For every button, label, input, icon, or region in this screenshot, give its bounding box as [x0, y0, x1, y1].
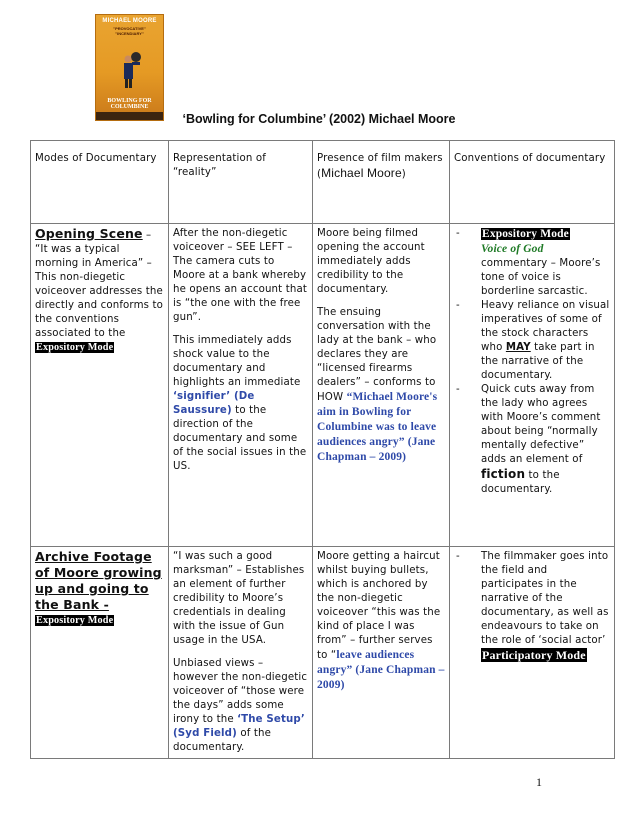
row2-conv-text: The filmmaker goes into the field and participates in the narrative of the documentary, as well as endeavours to take on the role of ‘social actor’	[481, 551, 609, 646]
poster-name: MICHAEL MOORE	[102, 18, 157, 24]
header-presence	[313, 141, 450, 224]
row2-conventions-cell	[450, 547, 615, 759]
row1-expository-badge: Expository Mode	[482, 228, 569, 240]
list-dash: -	[456, 228, 460, 239]
header-conventions-label: Conventions of documentary	[454, 153, 606, 164]
list-item	[454, 383, 610, 497]
header-modes	[31, 141, 169, 224]
poster-title: BOWLING FOR COLUMBINE	[107, 98, 152, 110]
header-modes-label: Modes of Documentary	[35, 153, 157, 164]
list-dash: -	[456, 384, 460, 395]
row2-conventions-list	[454, 550, 610, 664]
row1-presence-p2	[317, 306, 445, 465]
row1-representation-p2	[173, 334, 308, 474]
row2-chapman-quote: leave audiences angry” (Jane Chapman – 2009)	[317, 649, 445, 691]
document-title: ‘Bowling for Columbine’ (2002) Michael Moore	[182, 112, 456, 126]
row2-mode-cell	[31, 547, 169, 759]
row2-rep-p2-text: Unbiased views – however the non-diegetic voiceover of “those were the days” adds some irony to the	[173, 658, 308, 725]
row2-representation-p1: “I was such a good marksman” – Establishes an element of further credibility to Moore’s credentials in dealing with the issue of Gun usage in the USA.	[173, 551, 305, 646]
row1-signifier-ref: ‘signifier’ (De Saussure)	[173, 391, 255, 416]
table-row-opening-scene	[31, 224, 615, 547]
list-dash: -	[456, 300, 460, 311]
row2-mode-badge: Expository Mode	[36, 615, 114, 626]
row2-lead: Archive Footage of Moore growing up and going to the Bank -	[35, 549, 162, 612]
row1-representation-p1: After the non-diegetic voiceover – SEE LEFT – The camera cuts to Moore at a bank whereby he opens an account that is “the one with the free gun”.	[173, 228, 307, 323]
row1-presence-p1: Moore being filmed opening the account immediately adds credibility to the documentary.	[317, 228, 425, 295]
row1-presence-cell	[313, 224, 450, 547]
list-item	[454, 299, 610, 383]
row2-presence-text: Moore getting a haircut whilst buying bullets, which is anchored by the non-diegetic voiceover “this was the kind of place I was from” – further serves to “	[317, 551, 441, 661]
row1-conventions-list	[454, 227, 610, 497]
movie-poster	[95, 14, 164, 121]
row1-may-emphasis: MAY	[505, 342, 531, 353]
row1-rep-p2-text: This immediately adds shock value to the documentary and highlights an immediate	[173, 335, 301, 388]
poster-figure-icon	[118, 49, 142, 89]
row1-mode-badge: Expository Mode	[36, 342, 114, 353]
row1-conv-b3-text: Quick cuts away from the lady who agrees with Moore’s comment about being “normally mentally defective” adds an element of	[481, 384, 601, 465]
row2-rep-p2-end: of the documentary.	[173, 728, 272, 753]
table-header-row	[31, 141, 615, 224]
row1-chapman-quote: “Michael Moore's aim in Bowling for Columbine was to leave audiences angry” (Jane Chapman – 2009)	[317, 391, 438, 463]
poster-quote-2: "INCENDIARY"	[115, 31, 144, 36]
header-presence-close: )	[401, 169, 406, 180]
row2-presence-cell	[313, 547, 450, 759]
row2-participatory-badge: Participatory Mode	[482, 648, 586, 662]
row1-conv-b2-end: take part in the narrative of the documentary.	[481, 342, 595, 381]
row1-fiction-emphasis: fiction	[481, 467, 526, 481]
row1-conventions-cell	[450, 224, 615, 547]
row1-mode-text: – “It was a typical morning in America” – This non-diegetic voiceover addresses the directly and conforms to the conventions associated to the	[35, 230, 164, 339]
row1-lead: Opening Scene	[35, 226, 143, 241]
poster-quote-1: "PROVOCATIVE"	[113, 26, 146, 31]
analysis-table	[30, 140, 615, 759]
header-presence-label: Presence of film makers (	[317, 153, 443, 180]
table-row-archive-footage	[31, 547, 615, 759]
row1-rep-p2-end: to the direction of the documentary and some of the social issues in the US.	[173, 405, 307, 472]
row2-representation-cell	[169, 547, 313, 759]
list-item	[454, 550, 610, 664]
header-presence-name: Michael Moore	[321, 166, 402, 180]
row2-setup-ref: ‘The Setup’ (Syd Field)	[173, 714, 305, 739]
row1-representation-cell	[169, 224, 313, 547]
header-representation-label: Representation of “reality”	[173, 153, 266, 178]
row1-mode-cell	[31, 224, 169, 547]
row1-voice-of-god: Voice of God	[481, 243, 544, 255]
row1-conv-b1-text: commentary – Moore’s tone of voice is borderline sarcastic.	[481, 258, 601, 297]
page-number: 1	[536, 775, 542, 789]
list-dash: -	[456, 551, 460, 562]
header-conventions	[450, 141, 615, 224]
row1-conv-b2-text: Heavy reliance on visual imperatives of some of the stock characters who	[481, 300, 610, 353]
row1-conv-b3-end: to the documentary.	[481, 470, 560, 495]
row2-representation-p2	[173, 657, 308, 755]
list-item	[454, 227, 610, 299]
header-representation	[169, 141, 313, 224]
row1-presence-p2-text: The ensuing conversation with the lady at the bank – who declares they are “licensed firearms dealers” – conforms to HOW	[317, 307, 437, 403]
